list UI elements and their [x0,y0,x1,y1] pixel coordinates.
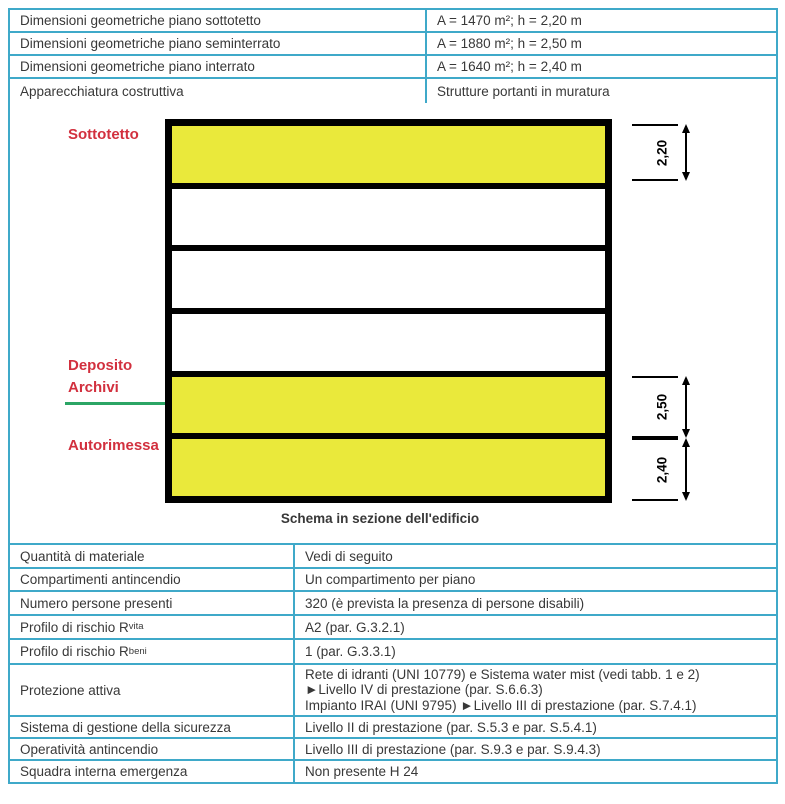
row-label: Dimensioni geometriche piano sottotetto [10,10,427,31]
arrow-down-icon [682,429,690,438]
deposito-pointer-line [65,402,165,405]
row-label: Operatività antincendio [10,739,295,759]
floor-label-autorimessa: Autorimessa [68,437,159,454]
row-value: 1 (par. G.3.3.1) [305,644,396,659]
row-label: Sistema di gestione della sicurezza [10,717,295,737]
arrow-up-icon [682,438,690,447]
value-line: ►Livello IV di prestazione (par. S.6.6.3) [305,682,543,698]
floor-sottotetto [172,126,605,183]
row-value [295,665,776,715]
floor-intermediate-2 [172,251,605,308]
table-row [10,640,776,665]
dimension-value: 2,50 [654,393,670,421]
row-value: Vedi di seguito [305,548,393,564]
floor-label-sottotetto: Sottotetto [68,126,139,143]
table-row [10,717,776,739]
bottom-table [10,545,776,782]
table-row [10,569,776,592]
row-label: Profilo di rischio R beni [10,640,295,663]
floor-autorimessa [172,439,605,496]
table-row [10,665,776,717]
building-section-diagram [10,103,776,545]
row-label-base: Profilo di rischio R [20,644,129,659]
row-label: Dimensioni geometriche piano seminterrato [10,33,427,54]
row-value: A = 1640 m²; h = 2,40 m [437,59,582,74]
row-value: 320 (è prevista la presenza di persone disabili) [305,595,585,611]
floor-label-deposito: Deposito [68,357,133,374]
table-row [10,592,776,616]
row-label: Apparecchiatura costruttiva [10,79,427,103]
row-label-base: Profilo di rischio R [20,619,129,635]
arrow-down-icon [682,172,690,181]
building-outline [165,119,612,503]
row-value: A = 1470 m²; h = 2,20 m [437,13,582,28]
row-value: A = 1880 m²; h = 2,50 m [437,36,582,51]
row-value: Livello III di prestazione (par. S.9.3 e par. S.9.4.3) [305,741,601,757]
row-value: Non presente H 24 [305,764,419,779]
dimension-tick [632,438,678,440]
row-label: Dimensioni geometriche piano interrato [10,56,427,77]
value-line: Impianto IRAI (UNI 9795) ►Livello III di prestazione (par. S.7.4.1) [305,697,697,713]
dimension-arrow-line [685,440,687,499]
row-label: Squadra interna emergenza [10,761,295,782]
table-row [10,616,776,640]
floor-deposito-archivi [172,377,605,434]
row-label: Profilo di rischio R vita [10,616,295,638]
dimension-value: 2,20 [654,139,670,166]
dimension-tick [632,376,678,378]
floor-intermediate-1 [172,189,605,246]
dimension-autorimessa [632,438,700,501]
floor-intermediate-3 [172,314,605,371]
table-row [10,33,776,56]
table-row [10,761,776,782]
top-table [10,10,776,103]
row-label: Protezione attiva [10,665,295,715]
dimension-arrow-line [685,378,687,436]
dimension-tick [632,499,678,501]
dimension-tick [632,179,678,181]
dimension-sottotetto [632,124,700,181]
document-frame [8,8,778,784]
table-row [10,10,776,33]
row-value: Un compartimento per piano [305,572,476,587]
table-row [10,79,776,103]
dimension-value: 2,40 [654,456,670,483]
row-value: Strutture portanti in muratura [437,83,610,99]
row-value: A2 (par. G.3.2.1) [305,619,405,635]
row-label: Quantità di materiale [10,545,295,567]
row-value: Livello II di prestazione (par. S.5.3 e par. S.5.4.1) [305,719,597,735]
floor-label-archivi: Archivi [68,379,119,396]
table-row [10,739,776,761]
row-label: Compartimenti antincendio [10,569,295,590]
arrow-down-icon [682,492,690,501]
arrow-up-icon [682,376,690,385]
arrow-up-icon [682,124,690,133]
diagram-caption: Schema in sezione dell'edificio [280,511,480,526]
table-row [10,56,776,79]
table-row [10,545,776,569]
row-label: Numero persone presenti [10,592,295,614]
dimension-tick [632,124,678,126]
value-line: Rete di idranti (UNI 10779) e Sistema water mist (vedi tabb. 1 e 2) [305,666,700,682]
dimension-deposito [632,376,700,438]
